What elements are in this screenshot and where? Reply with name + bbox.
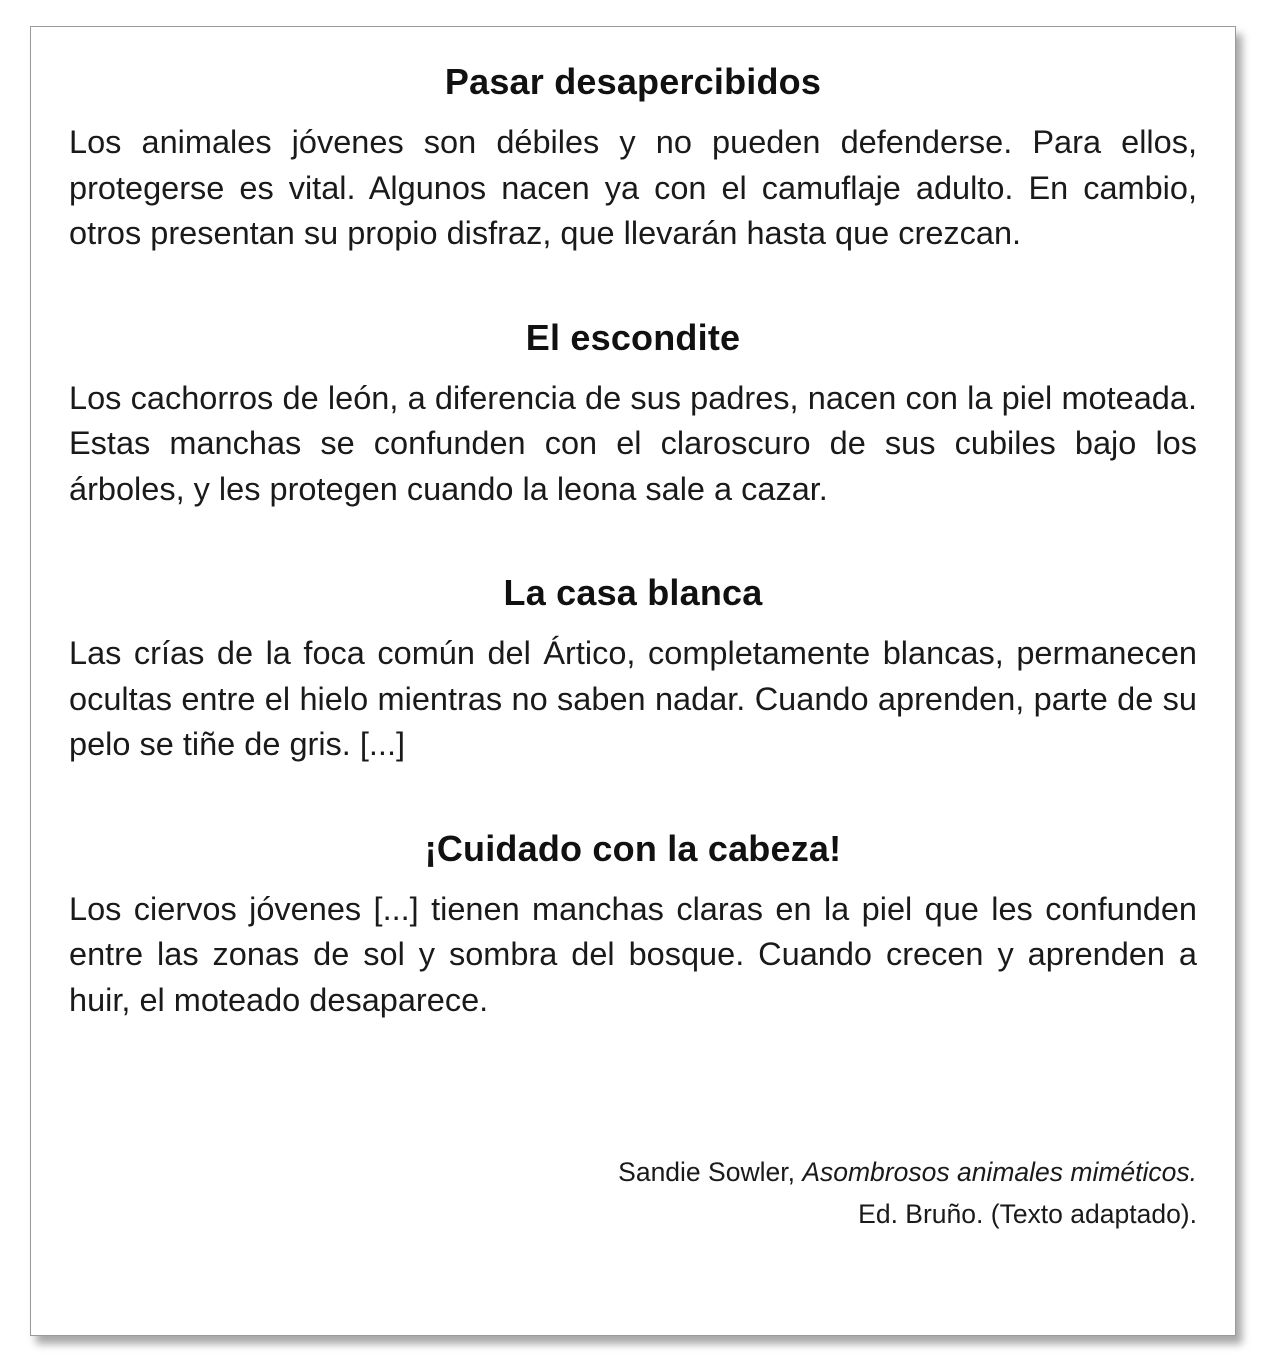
citation-line-1 <box>618 1151 1197 1193</box>
section-la-casa-blanca <box>69 568 1197 768</box>
citation-author: Sandie Sowler, <box>618 1157 803 1187</box>
section-title: ¡Cuidado con la cabeza! <box>424 827 842 869</box>
text-card <box>30 26 1236 1336</box>
section-title: Pasar desapercibidos <box>444 61 822 102</box>
citation-publisher: Ed. Bruño. (Texto adaptado). <box>858 1199 1197 1229</box>
section-paragraph: Los animales jóvenes son débiles y no pueden defenderse. Para ellos, protegerse es vital. Algunos nacen ya con el camuflaje adulto. En cambio, otros presentan su propio disfraz, que llevarán hasta que crezcan. <box>69 124 1197 251</box>
section-title: La casa blanca <box>503 572 763 613</box>
section-paragraph: Las crías de la foca común del Ártico, completamente blancas, permanecen ocultas entre el hielo mientras no saben nadar. Cuando aprenden, parte de su pelo se tiñe de gris. [...] <box>69 635 1197 762</box>
section-paragraph: Los ciervos jóvenes [...] tienen manchas claras en la piel que les confunden entre las zonas de sol y sombra del bosque. Cuando crecen y aprenden a huir, el moteado desaparece. <box>69 890 1197 1018</box>
citation-book-title: Asombrosos animales miméticos. <box>802 1157 1197 1187</box>
section-el-escondite <box>69 313 1197 513</box>
section-paragraph: Los cachorros de león, a diferencia de sus padres, nacen con la piel moteada. Estas manchas se confunden con el claroscuro de sus cubiles bajo los árboles, y les protegen cuando la leona sale a cazar. <box>69 379 1197 507</box>
section-pasar-desapercibidos <box>69 57 1197 257</box>
source-citation <box>618 1151 1197 1235</box>
section-title: El escondite <box>525 316 741 358</box>
section-cuidado-con-la-cabeza <box>69 824 1197 1024</box>
